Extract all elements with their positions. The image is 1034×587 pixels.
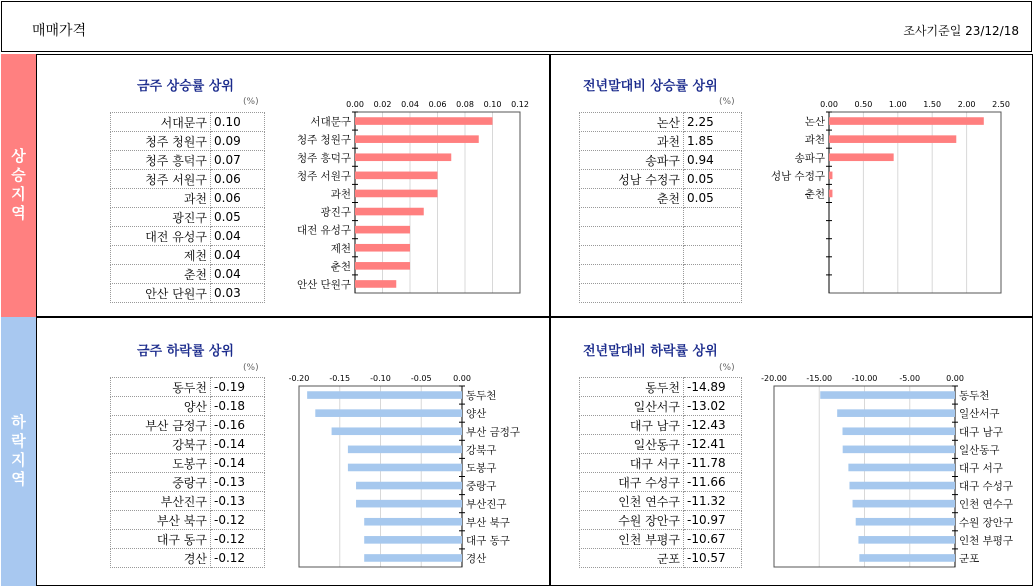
- rate-value-cell: -0.18: [211, 397, 265, 416]
- bar: [355, 280, 396, 288]
- tick-label: 2.50: [992, 100, 1010, 109]
- tick-label: 1.00: [888, 100, 907, 109]
- rate-value-cell: -10.67: [684, 530, 742, 549]
- region-name-cell: 부산 금정구: [111, 416, 211, 435]
- region-name-cell: 청주 청원구: [111, 132, 211, 151]
- survey-date: 조사기준일 23/12/18: [903, 24, 1019, 38]
- bar: [837, 409, 955, 417]
- region-name-cell: 부산진구: [111, 492, 211, 511]
- bar: [355, 117, 493, 125]
- rate-value-cell: -11.78: [684, 454, 742, 473]
- unit-label: (%): [719, 363, 735, 373]
- region-name-cell: 군포: [580, 549, 684, 568]
- bar: [355, 135, 479, 143]
- region-name-cell: 성남 수정구: [580, 170, 684, 189]
- bar: [356, 482, 462, 490]
- bar: [355, 190, 438, 198]
- tick-label: 0.00: [453, 374, 471, 383]
- bar: [829, 172, 832, 180]
- weekly-rise-panel: [36, 54, 550, 317]
- category-label: 부산진구: [466, 498, 507, 511]
- tick-label: -0.10: [370, 374, 391, 383]
- category-label: 논산: [804, 116, 825, 129]
- rate-value-cell: 0.06: [211, 189, 265, 208]
- chart-title: 전년말대비 하락률 상위: [583, 344, 718, 359]
- rate-value-cell: -12.41: [684, 435, 742, 454]
- category-label: 과천: [330, 188, 351, 201]
- chart-title: 금주 하락률 상위: [137, 344, 234, 359]
- bar-chart: [37, 55, 550, 303]
- tick-label: 0.08: [456, 100, 474, 109]
- bar: [829, 117, 984, 125]
- region-name-cell: 동두천: [580, 378, 684, 397]
- category-label: 양산: [466, 408, 487, 421]
- rate-value-cell: -0.12: [211, 549, 265, 568]
- rate-value-cell: -10.57: [684, 549, 742, 568]
- bar-chart: [37, 318, 550, 577]
- weekly-fall-panel: [36, 317, 550, 586]
- rate-value-cell: -0.13: [211, 473, 265, 492]
- region-name-cell: 대구 남구: [580, 416, 684, 435]
- region-name-cell: 대구 서구: [580, 454, 684, 473]
- rate-value-cell: -10.97: [684, 511, 742, 530]
- bar: [829, 153, 894, 161]
- rate-value-cell: -0.14: [211, 454, 265, 473]
- bar: [364, 536, 462, 544]
- rate-value-cell: 1.85: [684, 132, 742, 151]
- category-label: 동두천: [959, 390, 990, 403]
- bar: [859, 554, 955, 562]
- tick-label: 0.10: [483, 100, 502, 109]
- rate-value-cell: -0.12: [211, 530, 265, 549]
- rising-region-label: 상승지역: [1, 54, 36, 317]
- rate-value-cell: 0.03: [211, 284, 265, 303]
- tick-label: -0.05: [410, 374, 432, 383]
- rate-value-cell: -0.19: [211, 378, 265, 397]
- tick-label: 0.04: [401, 100, 419, 109]
- region-name-cell: 논산: [580, 113, 684, 132]
- ytd-fall-panel: [550, 317, 1033, 586]
- rate-value-cell: -11.66: [684, 473, 742, 492]
- category-label: 광진구: [320, 206, 351, 219]
- bar: [829, 135, 956, 143]
- rate-value-cell: 0.05: [684, 170, 742, 189]
- bar: [355, 226, 410, 234]
- bar: [843, 446, 955, 454]
- rate-value-cell: -0.12: [211, 511, 265, 530]
- bar: [853, 500, 955, 508]
- category-label: 청주 청원구: [296, 134, 351, 147]
- chart-title: 금주 상승률 상위: [137, 79, 234, 94]
- region-name-cell: 양산: [111, 397, 211, 416]
- category-label: 일산동구: [959, 444, 1000, 457]
- region-name-cell: 서대문구: [111, 113, 211, 132]
- category-label: 송파구: [794, 152, 825, 165]
- category-label: 인천 연수구: [959, 498, 1014, 511]
- region-name-cell: 일산동구: [580, 435, 684, 454]
- rate-value-cell: 0.04: [211, 227, 265, 246]
- tick-label: -0.15: [329, 374, 351, 383]
- rate-value-cell: 0.05: [211, 208, 265, 227]
- chart-title: 전년말대비 상승률 상위: [583, 79, 718, 94]
- region-name-cell: 제천: [111, 246, 211, 265]
- category-label: 강북구: [466, 444, 497, 457]
- rate-value-cell: -0.14: [211, 435, 265, 454]
- tick-label: 0.50: [854, 100, 873, 109]
- tick-label: 0.06: [428, 100, 447, 109]
- rate-value-cell: 0.05: [684, 189, 742, 208]
- unit-label: (%): [243, 97, 259, 107]
- tick-label: -15.00: [806, 374, 833, 383]
- region-name-cell: 대구 수성구: [580, 473, 684, 492]
- bar: [355, 262, 410, 270]
- bar: [856, 518, 955, 526]
- tick-label: -5.00: [899, 374, 921, 383]
- category-label: 군포: [959, 552, 980, 565]
- category-label: 대구 수성구: [959, 480, 1014, 493]
- bar: [355, 153, 451, 161]
- ytd-rise-panel: [550, 54, 1033, 317]
- region-name-cell: 과천: [580, 132, 684, 151]
- page-title: 매매가격: [32, 23, 87, 39]
- bar: [355, 172, 438, 180]
- category-label: 성남 수정구: [770, 170, 825, 183]
- bar: [848, 464, 955, 472]
- tick-label: 1.50: [923, 100, 942, 109]
- bar: [364, 554, 462, 562]
- category-label: 대구 동구: [466, 534, 510, 547]
- bar-chart: [551, 318, 1033, 577]
- tick-label: 0.00: [820, 100, 838, 109]
- bar: [858, 536, 955, 544]
- category-label: 부산 금정구: [466, 426, 521, 439]
- bar: [348, 446, 462, 454]
- category-label: 청주 서원구: [296, 170, 351, 183]
- rate-value-cell: -11.32: [684, 492, 742, 511]
- rate-value-cell: 0.07: [211, 151, 265, 170]
- category-label: 과천: [804, 134, 825, 147]
- region-name-cell: 중랑구: [111, 473, 211, 492]
- region-name-cell: 인천 연수구: [580, 492, 684, 511]
- region-name-cell: 부산 북구: [111, 511, 211, 530]
- rate-value-cell: 0.04: [211, 265, 265, 284]
- bar-chart: [551, 55, 1033, 303]
- category-label: 일산서구: [959, 408, 1000, 421]
- rate-value-cell: -12.43: [684, 416, 742, 435]
- region-name-cell: 강북구: [111, 435, 211, 454]
- bar: [307, 391, 462, 399]
- rate-value-cell: 0.09: [211, 132, 265, 151]
- category-label: 청주 흥덕구: [296, 152, 351, 165]
- category-label: 춘천: [330, 260, 351, 273]
- bar: [348, 464, 462, 472]
- region-name-cell: 인천 부평구: [580, 530, 684, 549]
- category-label: 경산: [466, 552, 487, 565]
- rate-value-cell: 0.94: [684, 151, 742, 170]
- category-label: 대구 서구: [959, 462, 1003, 475]
- region-name-cell: 광진구: [111, 208, 211, 227]
- rate-value-cell: -14.89: [684, 378, 742, 397]
- category-label: 동두천: [466, 390, 497, 403]
- bar: [364, 518, 462, 526]
- region-name-cell: 춘천: [580, 189, 684, 208]
- region-name-cell: 안산 단원구: [111, 284, 211, 303]
- region-name-cell: 춘천: [111, 265, 211, 284]
- region-name-cell: 과천: [111, 189, 211, 208]
- bar: [843, 427, 955, 435]
- rate-value-cell: -0.13: [211, 492, 265, 511]
- bar: [820, 391, 955, 399]
- tick-label: 0.12: [511, 100, 529, 109]
- tick-label: 0.00: [346, 100, 364, 109]
- category-label: 춘천: [804, 188, 825, 201]
- category-label: 중랑구: [466, 480, 497, 493]
- rate-value-cell: -0.16: [211, 416, 265, 435]
- rate-value-cell: 0.04: [211, 246, 265, 265]
- rate-value-cell: 2.25: [684, 113, 742, 132]
- bar: [332, 427, 462, 435]
- tick-label: -20.00: [761, 374, 787, 383]
- unit-label: (%): [719, 97, 735, 107]
- region-name-cell: 동두천: [111, 378, 211, 397]
- bar: [829, 190, 832, 198]
- bar: [355, 244, 410, 252]
- region-name-cell: 도봉구: [111, 454, 211, 473]
- bar: [356, 500, 462, 508]
- page-header: [1, 1, 1032, 52]
- category-label: 수원 장안구: [959, 516, 1014, 529]
- tick-label: 0.02: [373, 100, 392, 109]
- unit-label: (%): [243, 363, 259, 373]
- falling-region-label: 하락지역: [1, 317, 36, 586]
- bar: [355, 208, 424, 216]
- region-name-cell: 일산서구: [580, 397, 684, 416]
- category-label: 대전 유성구: [296, 224, 351, 237]
- region-name-cell: 송파구: [580, 151, 684, 170]
- region-name-cell: 청주 서원구: [111, 170, 211, 189]
- category-label: 안산 단원구: [296, 278, 351, 291]
- region-name-cell: 경산: [111, 549, 211, 568]
- tick-label: 0.00: [946, 374, 964, 383]
- rate-value-cell: -13.02: [684, 397, 742, 416]
- category-label: 서대문구: [310, 116, 351, 129]
- tick-label: -10.00: [851, 374, 878, 383]
- region-name-cell: 대구 동구: [111, 530, 211, 549]
- region-name-cell: 수원 장안구: [580, 511, 684, 530]
- bar: [315, 409, 462, 417]
- bar: [849, 482, 955, 490]
- region-name-cell: 청주 흥덕구: [111, 151, 211, 170]
- category-label: 도봉구: [466, 462, 497, 475]
- tick-label: 2.00: [957, 100, 976, 109]
- category-label: 인천 부평구: [959, 534, 1014, 547]
- category-label: 대구 남구: [959, 426, 1003, 439]
- category-label: 제천: [330, 242, 351, 255]
- region-name-cell: 대전 유성구: [111, 227, 211, 246]
- tick-label: -0.20: [288, 374, 310, 383]
- category-label: 부산 북구: [466, 516, 510, 529]
- rate-value-cell: 0.06: [211, 170, 265, 189]
- rate-value-cell: 0.10: [211, 113, 265, 132]
